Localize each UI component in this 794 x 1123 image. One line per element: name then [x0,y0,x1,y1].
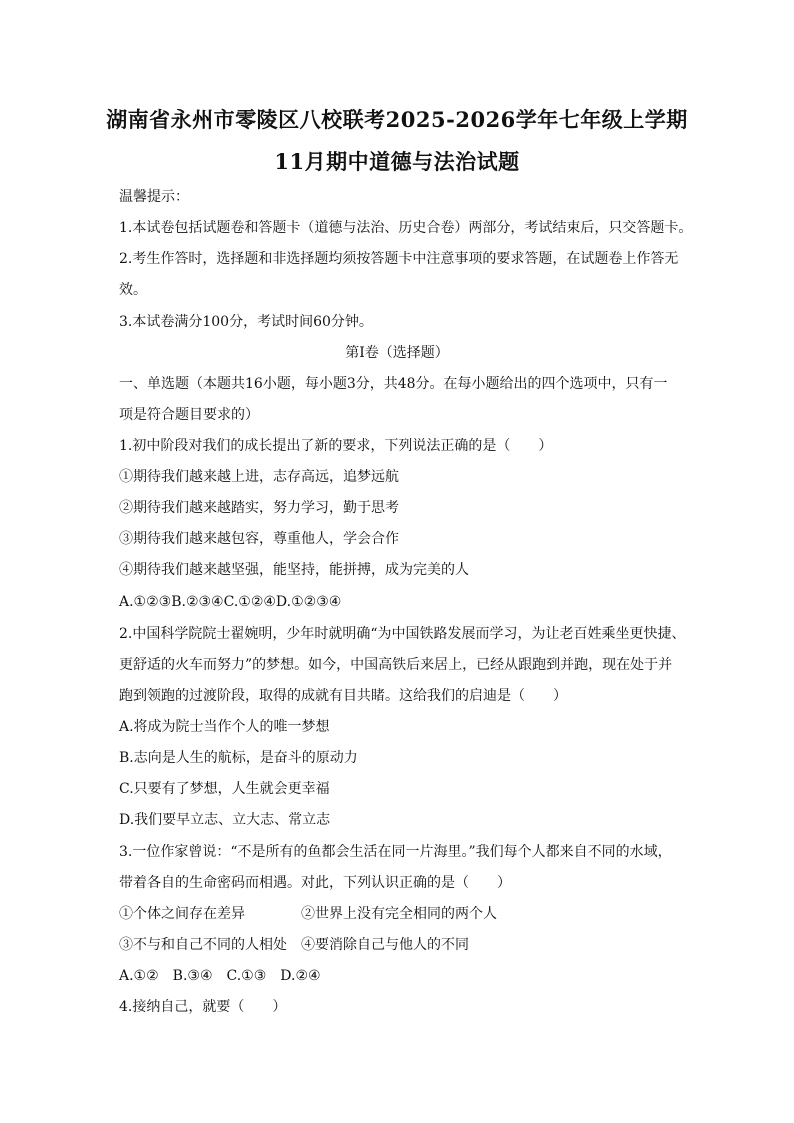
q3-stem-b: 带着各自的生命密码而相遇。对此，下列认识正确的是（ ） [119,875,511,891]
q3-statement-2: ②世界上没有完全相同的两个人 [301,906,497,922]
volume-heading: 第Ⅰ卷（选择题） [345,345,449,361]
notice-item-2b: 效。 [119,282,147,298]
q1-statement-3: ③期待我们越来越包容，尊重他人，学会合作 [119,531,399,547]
notice-item-2a: 2.考生作答时，选择题和非选择题均须按答题卡中注意事项的要求答题，在试题卷上作答无 [119,251,679,267]
q1-options: A.①②③B.②③④C.①②④D.①②③④ [119,594,342,610]
q3-statements-row-2 [119,936,469,954]
q2-option-a: A.将成为院士当作个人的唯一梦想 [119,719,330,735]
q1-statement-4: ④期待我们越来越坚强，能坚持，能拼搏，成为完美的人 [119,562,469,578]
q1-statement-1: ①期待我们越来越上进，志存高远，追梦远航 [119,469,399,485]
notice-item-3: 3.本试卷满分100分，考试时间60分钟。 [119,314,373,330]
q4-stem: 4.接纳自己，就要（ ） [119,999,287,1015]
q1-statement-2: ②期待我们越来越踏实，努力学习，勤于思考 [119,500,399,516]
section-intro-b: 项是符合题目要求的） [119,407,259,423]
notice-item-1: 1.本试卷包括试题卷和答题卡（道德与法治、历史合卷）两部分，考试结束后，只交答题卡。 [119,220,693,236]
q1-stem: 1.初中阶段对我们的成长提出了新的要求，下列说法正确的是（ ） [119,438,553,454]
section-intro-a: 一、单选题（本题共16小题，每小题3分，共48分。在每小题给出的四个选项中，只有一 [119,376,668,392]
exam-title-line2: 11月期中道德与法治试题 [274,149,520,174]
q2-stem-a: 2.中国科学院院士翟婉明，少年时就明确“为中国铁路发展而学习，为让老百姓乘坐更快捷、 [119,626,686,642]
notice-heading: 温馨提示： [119,189,189,205]
q2-option-d: D.我们要早立志、立大志、常立志 [119,812,331,828]
q3-option-d: D.②④ [280,968,321,984]
exam-title-line1: 湖南省永州市零陵区八校联考2025-2026学年七年级上学期 [106,107,688,132]
q3-stem-a: 3.一位作家曾说：“不是所有的鱼都会生活在同一片海里。”我们每个人都来自不同的水域， [119,844,672,860]
q2-option-c: C.只要有了梦想，人生就会更幸福 [119,781,330,797]
q3-statement-3: ③不与和自己不同的人相处 [119,937,287,953]
q2-option-b: B.志向是人生的航标，是奋斗的原动力 [119,750,358,766]
q3-statement-4: ④要消除自己与他人的不同 [301,937,469,953]
q3-option-c: C.①③ [226,968,267,984]
q2-stem-b: 更舒适的火车而努力”的梦想。如今，中国高铁后来居上，已经从跟跑到并跑，现在处于并 [119,657,673,673]
q3-statement-1: ①个体之间存在差异 [119,906,245,922]
q3-option-a: A.①② [119,968,159,984]
q3-statements-row-1 [119,905,497,923]
q3-option-b: B.③④ [172,968,213,984]
q3-options [119,967,335,985]
q2-stem-c: 跑到领跑的过渡阶段，取得的成就有目共睹。这给我们的启迪是（ ） [119,688,567,704]
